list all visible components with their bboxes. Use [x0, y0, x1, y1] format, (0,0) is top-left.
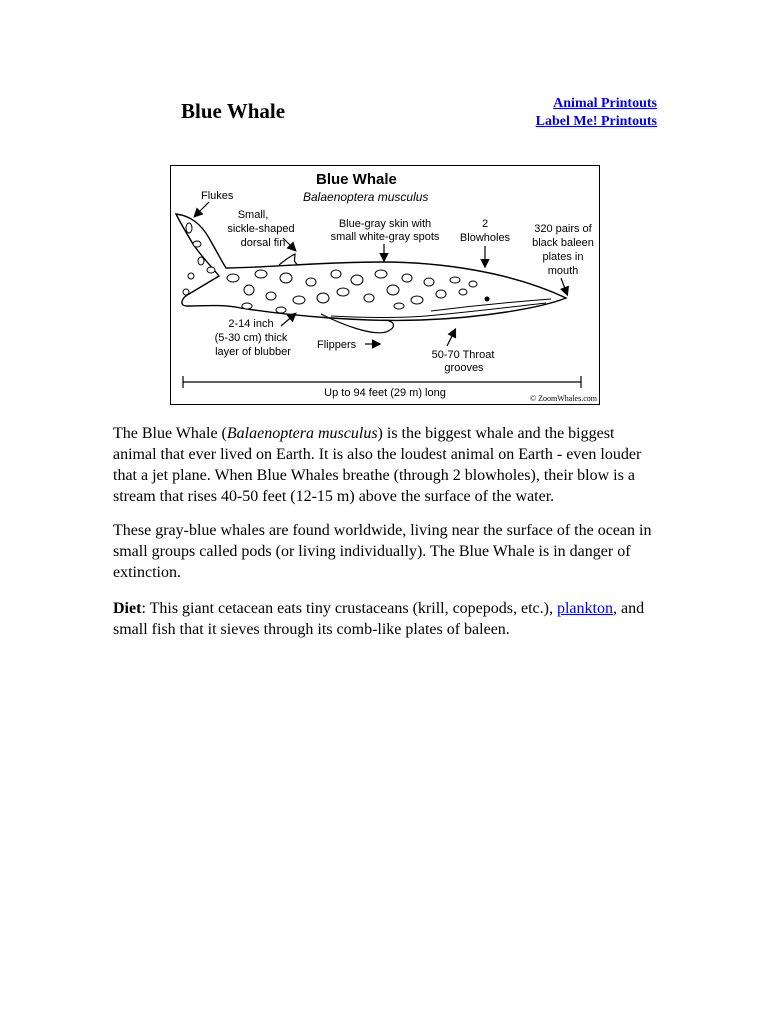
label-baleen-2: black baleen — [532, 237, 594, 249]
label-skin-1: Blue-gray skin with — [338, 218, 432, 230]
label-blowholes-2: Blowholes — [459, 232, 511, 244]
blue-whale-diagram — [170, 165, 600, 405]
p1-scientific-name: Balaenoptera musculus — [226, 425, 378, 442]
paragraph-habitat — [113, 520, 661, 583]
label-me-printouts-link[interactable]: Label Me! Printouts — [535, 114, 657, 129]
label-dorsal-fin-3: dorsal fin — [240, 237, 286, 249]
p1-rest: ) is the biggest whale and the biggest animal that ever lived on Earth. It is also the loudest animal on Earth - even louder that a jet plane. When Blue Whales breathe (through 2 blowholes), their blow is a stream that rises 40-50 feet (12-15 m) above the surface of the water. — [113, 425, 642, 505]
figure-copyright: © ZoomWhales.com — [530, 394, 597, 403]
p1-start: The Blue Whale ( — [113, 425, 227, 442]
label-baleen-4: mouth — [547, 265, 579, 277]
label-dorsal-fin-1: Small, — [237, 209, 269, 221]
label-skin-2: small white-gray spots — [330, 231, 440, 243]
label-dorsal-fin-2: sickle-shaped — [227, 223, 295, 235]
label-length: Up to 94 feet (29 m) long — [324, 387, 446, 399]
figure-title: Blue Whale — [316, 171, 397, 188]
label-blubber-3: layer of blubber — [215, 346, 291, 358]
label-flippers: Flippers — [317, 339, 357, 351]
label-baleen-1: 320 pairs of — [534, 223, 592, 235]
label-baleen-3: plates in — [542, 251, 584, 263]
p2-text: These gray-blue whales are found worldwide, living near the surface of the ocean in small groups called pods (or living individually). The Blue Whale is in danger of extinction. — [113, 522, 652, 581]
label-flukes: Flukes — [201, 190, 234, 202]
label-blubber-1: 2-14 inch — [228, 318, 274, 330]
figure-scientific-name: Balaenoptera musculus — [303, 190, 429, 204]
diet-label: Diet — [113, 600, 142, 617]
page-title: Blue Whale — [181, 99, 286, 123]
label-blowholes-1: 2 — [481, 218, 489, 230]
plankton-link[interactable]: plankton — [556, 600, 613, 617]
paragraph-diet — [113, 598, 661, 640]
label-blubber-2: (5-30 cm) thick — [214, 332, 288, 344]
p3-end: , and small fish that it sieves through its comb-like plates of baleen. — [113, 600, 645, 638]
label-grooves-1: 50-70 Throat — [431, 349, 495, 361]
p3-start: : This giant cetacean eats tiny crustaceans (krill, copepods, etc.), — [141, 600, 557, 617]
label-grooves-2: grooves — [444, 362, 484, 374]
animal-printouts-link[interactable]: Animal Printouts — [553, 96, 657, 111]
paragraph-intro — [113, 423, 661, 507]
top-links — [536, 95, 657, 131]
